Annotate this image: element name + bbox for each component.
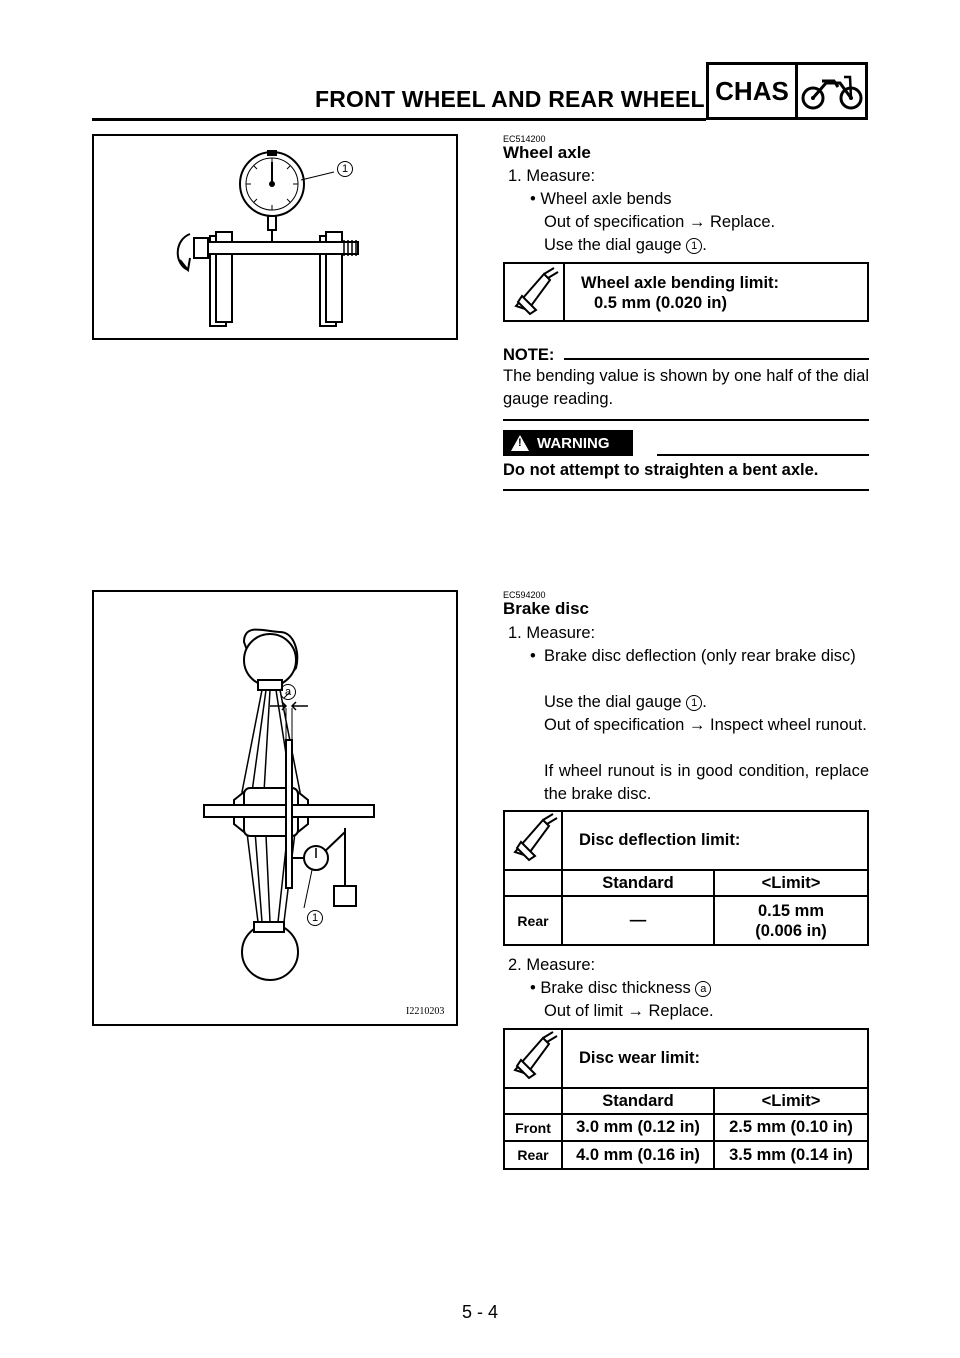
instruction-text: Out of specification → Inspect wheel runout. (544, 716, 867, 734)
table-cell: 3.0 mm (0.12 in) (562, 1114, 714, 1141)
instruction-text: Use the dial gauge 1 . (544, 693, 707, 711)
row-label: Rear (505, 1141, 562, 1168)
page-number: 5 - 4 (461, 1302, 499, 1322)
column-header: Standard (562, 870, 714, 896)
brake-disc-illustration (94, 592, 456, 1024)
table-cell: 2.5 mm (0.10 in) (714, 1114, 867, 1141)
caliper-icon (505, 264, 565, 320)
warning-label: WARNING (537, 434, 610, 452)
bullet-text: Brake disc deflection (only rear brake disc) (544, 647, 856, 665)
column-header: Standard (562, 1088, 714, 1114)
callout-a: a (695, 981, 711, 997)
wear-table (503, 1028, 869, 1170)
row-label: Front (505, 1114, 562, 1141)
instruction-text: Use the dial gauge 1 . (544, 236, 707, 254)
figure-id: I2210203 (406, 1006, 445, 1017)
callout-a: a (280, 684, 296, 700)
bullet-item: • Brake disc deflection (only rear brake disc) (530, 645, 869, 668)
page-title: FRONT WHEEL AND REAR WHEEL (315, 86, 705, 112)
brake-disc-figure (92, 590, 458, 1026)
callout-1: 1 (307, 910, 323, 926)
warning-block (503, 430, 869, 491)
step-text: 2. Measure: (508, 956, 596, 974)
table-title: Disc deflection limit: (562, 812, 867, 870)
spec-box (503, 262, 869, 322)
table-cell: 3.5 mm (0.14 in) (714, 1141, 867, 1168)
callout-1: 1 (686, 695, 702, 711)
warning-text: Do not attempt to straighten a bent axle. (503, 461, 819, 479)
note-label: NOTE: (503, 346, 555, 364)
spec-value: 0.5 mm (0.020 in) (594, 294, 727, 312)
wheel-axle-illustration (94, 136, 456, 338)
section-badge (706, 62, 868, 120)
column-header: <Limit> (714, 870, 867, 896)
instruction-text: Out of specification → Replace. (544, 213, 776, 231)
deflection-table (503, 810, 869, 946)
table-cell: 0.15 mm (0.006 in) (714, 896, 867, 944)
step-text: 1. Measure: (508, 624, 596, 642)
section-code: EC594200 (503, 590, 546, 600)
header-rule (92, 118, 706, 121)
caliper-icon (505, 812, 562, 870)
callout-1: 1 (686, 238, 702, 254)
instruction-text: If wheel runout is in good condition, replace the brake disc. (544, 762, 869, 803)
callout-1: 1 (337, 161, 353, 177)
bullet-item: • Brake disc thickness a (530, 977, 711, 1000)
step-text: 1. Measure: (508, 167, 596, 185)
row-label: Rear (505, 896, 562, 944)
warning-badge (503, 430, 633, 456)
note-text: The bending value is shown by one half of the dial gauge reading. (503, 367, 869, 408)
bullet-item: • Wheel axle bends (530, 190, 672, 208)
section-badge-label: CHAS (709, 65, 798, 117)
instruction-text: Out of limit → Replace. (544, 1002, 714, 1020)
section-heading: Brake disc (503, 599, 589, 618)
section-heading: Wheel axle (503, 143, 591, 162)
caliper-icon (505, 1030, 562, 1088)
section-code: EC514200 (503, 134, 546, 144)
motorcycle-icon (798, 65, 865, 117)
bullet-text: Wheel axle bends (540, 190, 672, 208)
table-cell: — (562, 896, 714, 944)
table-cell: 4.0 mm (0.16 in) (562, 1141, 714, 1168)
table-title: Disc wear limit: (562, 1030, 867, 1088)
wheel-axle-figure (92, 134, 458, 340)
note-block (503, 346, 869, 421)
column-header: <Limit> (714, 1088, 867, 1114)
warning-icon: ! (511, 435, 529, 451)
spec-title: Wheel axle bending limit: (581, 274, 780, 292)
